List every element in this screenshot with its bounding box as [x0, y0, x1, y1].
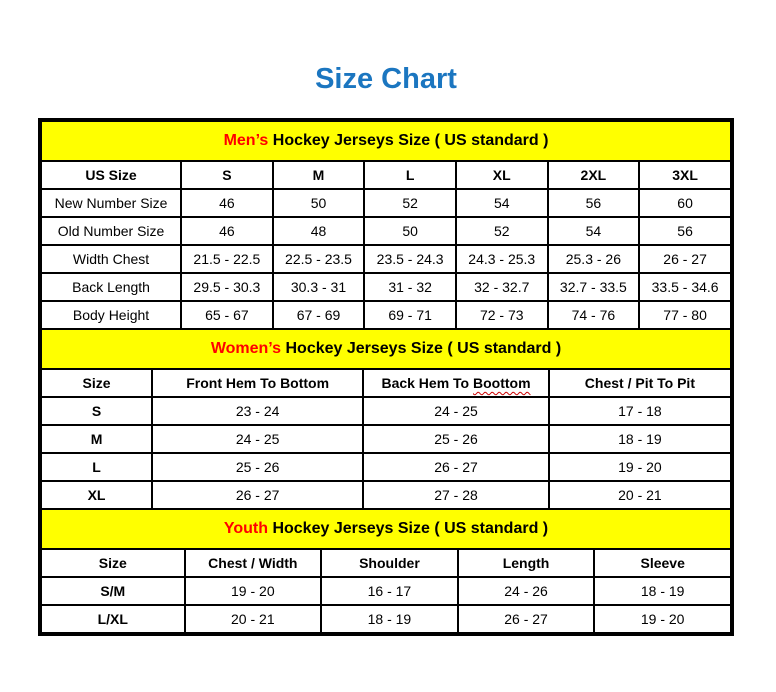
table-cell: 23 - 24: [152, 397, 363, 425]
table-row: [41, 217, 731, 245]
column-header: Sleeve: [594, 549, 731, 577]
section-rest-text: Hockey Jerseys Size ( US standard ): [268, 520, 549, 537]
row-label: Old Number Size: [41, 217, 181, 245]
table-cell: 17 - 18: [549, 397, 731, 425]
table-row: [41, 273, 731, 301]
column-header: Front Hem To Bottom: [152, 369, 363, 397]
row-label: S: [41, 397, 152, 425]
table-cell: 20 - 21: [185, 605, 322, 633]
table-cell: 24 - 26: [458, 577, 595, 605]
womens-header-row: [41, 369, 731, 397]
table-cell: 18 - 19: [549, 425, 731, 453]
column-header: 2XL: [548, 161, 640, 189]
youth-header-row: [41, 549, 731, 577]
table-cell: 27 - 28: [363, 481, 549, 509]
table-row: [41, 245, 731, 273]
table-cell: 54: [456, 189, 548, 217]
table-cell: 48: [273, 217, 365, 245]
row-label: L/XL: [41, 605, 185, 633]
column-header: Chest / Pit To Pit: [549, 369, 731, 397]
youth-section-row: [41, 509, 731, 549]
table-cell: 60: [639, 189, 731, 217]
table-cell: 33.5 - 34.6: [639, 273, 731, 301]
mens-header-row: [41, 161, 731, 189]
column-header: S: [181, 161, 273, 189]
mens-section-row: [41, 121, 731, 161]
womens-section-header: [41, 329, 731, 369]
table-cell: 22.5 - 23.5: [273, 245, 365, 273]
section-highlight-text: Women’s: [210, 340, 282, 357]
mens-size-table: [40, 120, 732, 330]
page-title: Size Chart: [315, 63, 457, 95]
table-cell: 18 - 19: [321, 605, 458, 633]
section-rest-text: Hockey Jerseys Size ( US standard ): [281, 340, 562, 357]
table-cell: 46: [181, 189, 273, 217]
section-highlight-text: Men’s: [223, 132, 269, 149]
table-cell: 72 - 73: [456, 301, 548, 329]
table-cell: 16 - 17: [321, 577, 458, 605]
table-cell: 50: [364, 217, 456, 245]
table-cell: 52: [364, 189, 456, 217]
table-cell: 46: [181, 217, 273, 245]
column-header: M: [273, 161, 365, 189]
column-header: XL: [456, 161, 548, 189]
row-label: Body Height: [41, 301, 181, 329]
table-cell: 50: [273, 189, 365, 217]
table-cell: 20 - 21: [549, 481, 731, 509]
womens-section-row: [41, 329, 731, 369]
table-row: [41, 189, 731, 217]
table-cell: 26 - 27: [363, 453, 549, 481]
column-header: [363, 369, 549, 397]
misspelled-word: Boottom: [473, 375, 531, 391]
table-row: [41, 605, 731, 633]
page: [0, 60, 776, 636]
size-chart: [38, 118, 734, 636]
table-row: [41, 577, 731, 605]
table-cell: 19 - 20: [594, 605, 731, 633]
table-cell: 18 - 19: [594, 577, 731, 605]
table-cell: 30.3 - 31: [273, 273, 365, 301]
row-label: S/M: [41, 577, 185, 605]
row-label: Width Chest: [41, 245, 181, 273]
table-cell: 69 - 71: [364, 301, 456, 329]
section-highlight-text: Youth: [223, 520, 268, 537]
row-label: New Number Size: [41, 189, 181, 217]
table-cell: 25.3 - 26: [548, 245, 640, 273]
column-header: Chest / Width: [185, 549, 322, 577]
row-label: Back Length: [41, 273, 181, 301]
table-cell: 26 - 27: [152, 481, 363, 509]
table-cell: 31 - 32: [364, 273, 456, 301]
row-label: M: [41, 425, 152, 453]
column-header: Size: [41, 549, 185, 577]
table-row: [41, 425, 731, 453]
table-cell: 21.5 - 22.5: [181, 245, 273, 273]
table-row: [41, 301, 731, 329]
table-cell: 29.5 - 30.3: [181, 273, 273, 301]
table-cell: 32.7 - 33.5: [548, 273, 640, 301]
table-cell: 56: [639, 217, 731, 245]
table-cell: 32 - 32.7: [456, 273, 548, 301]
table-row: [41, 453, 731, 481]
header-text: Back Hem To: [381, 375, 473, 391]
table-row: [41, 397, 731, 425]
table-row: [41, 481, 731, 509]
section-rest-text: Hockey Jerseys Size ( US standard ): [268, 132, 549, 149]
row-label: XL: [41, 481, 152, 509]
youth-section-header: [41, 509, 731, 549]
column-header: Length: [458, 549, 595, 577]
column-header: L: [364, 161, 456, 189]
table-cell: 24 - 25: [152, 425, 363, 453]
table-cell: 54: [548, 217, 640, 245]
youth-size-table: [40, 508, 732, 634]
mens-section-header: [41, 121, 731, 161]
column-header: Size: [41, 369, 152, 397]
table-cell: 25 - 26: [152, 453, 363, 481]
table-cell: 26 - 27: [458, 605, 595, 633]
table-cell: 24 - 25: [363, 397, 549, 425]
row-label: L: [41, 453, 152, 481]
table-cell: 77 - 80: [639, 301, 731, 329]
table-cell: 67 - 69: [273, 301, 365, 329]
table-cell: 24.3 - 25.3: [456, 245, 548, 273]
table-cell: 25 - 26: [363, 425, 549, 453]
table-cell: 56: [548, 189, 640, 217]
table-cell: 65 - 67: [181, 301, 273, 329]
table-cell: 19 - 20: [185, 577, 322, 605]
table-cell: 19 - 20: [549, 453, 731, 481]
table-cell: 52: [456, 217, 548, 245]
table-cell: 26 - 27: [639, 245, 731, 273]
column-header: Shoulder: [321, 549, 458, 577]
womens-size-table: [40, 328, 732, 510]
column-header: US Size: [41, 161, 181, 189]
column-header: 3XL: [639, 161, 731, 189]
table-cell: 74 - 76: [548, 301, 640, 329]
table-cell: 23.5 - 24.3: [364, 245, 456, 273]
